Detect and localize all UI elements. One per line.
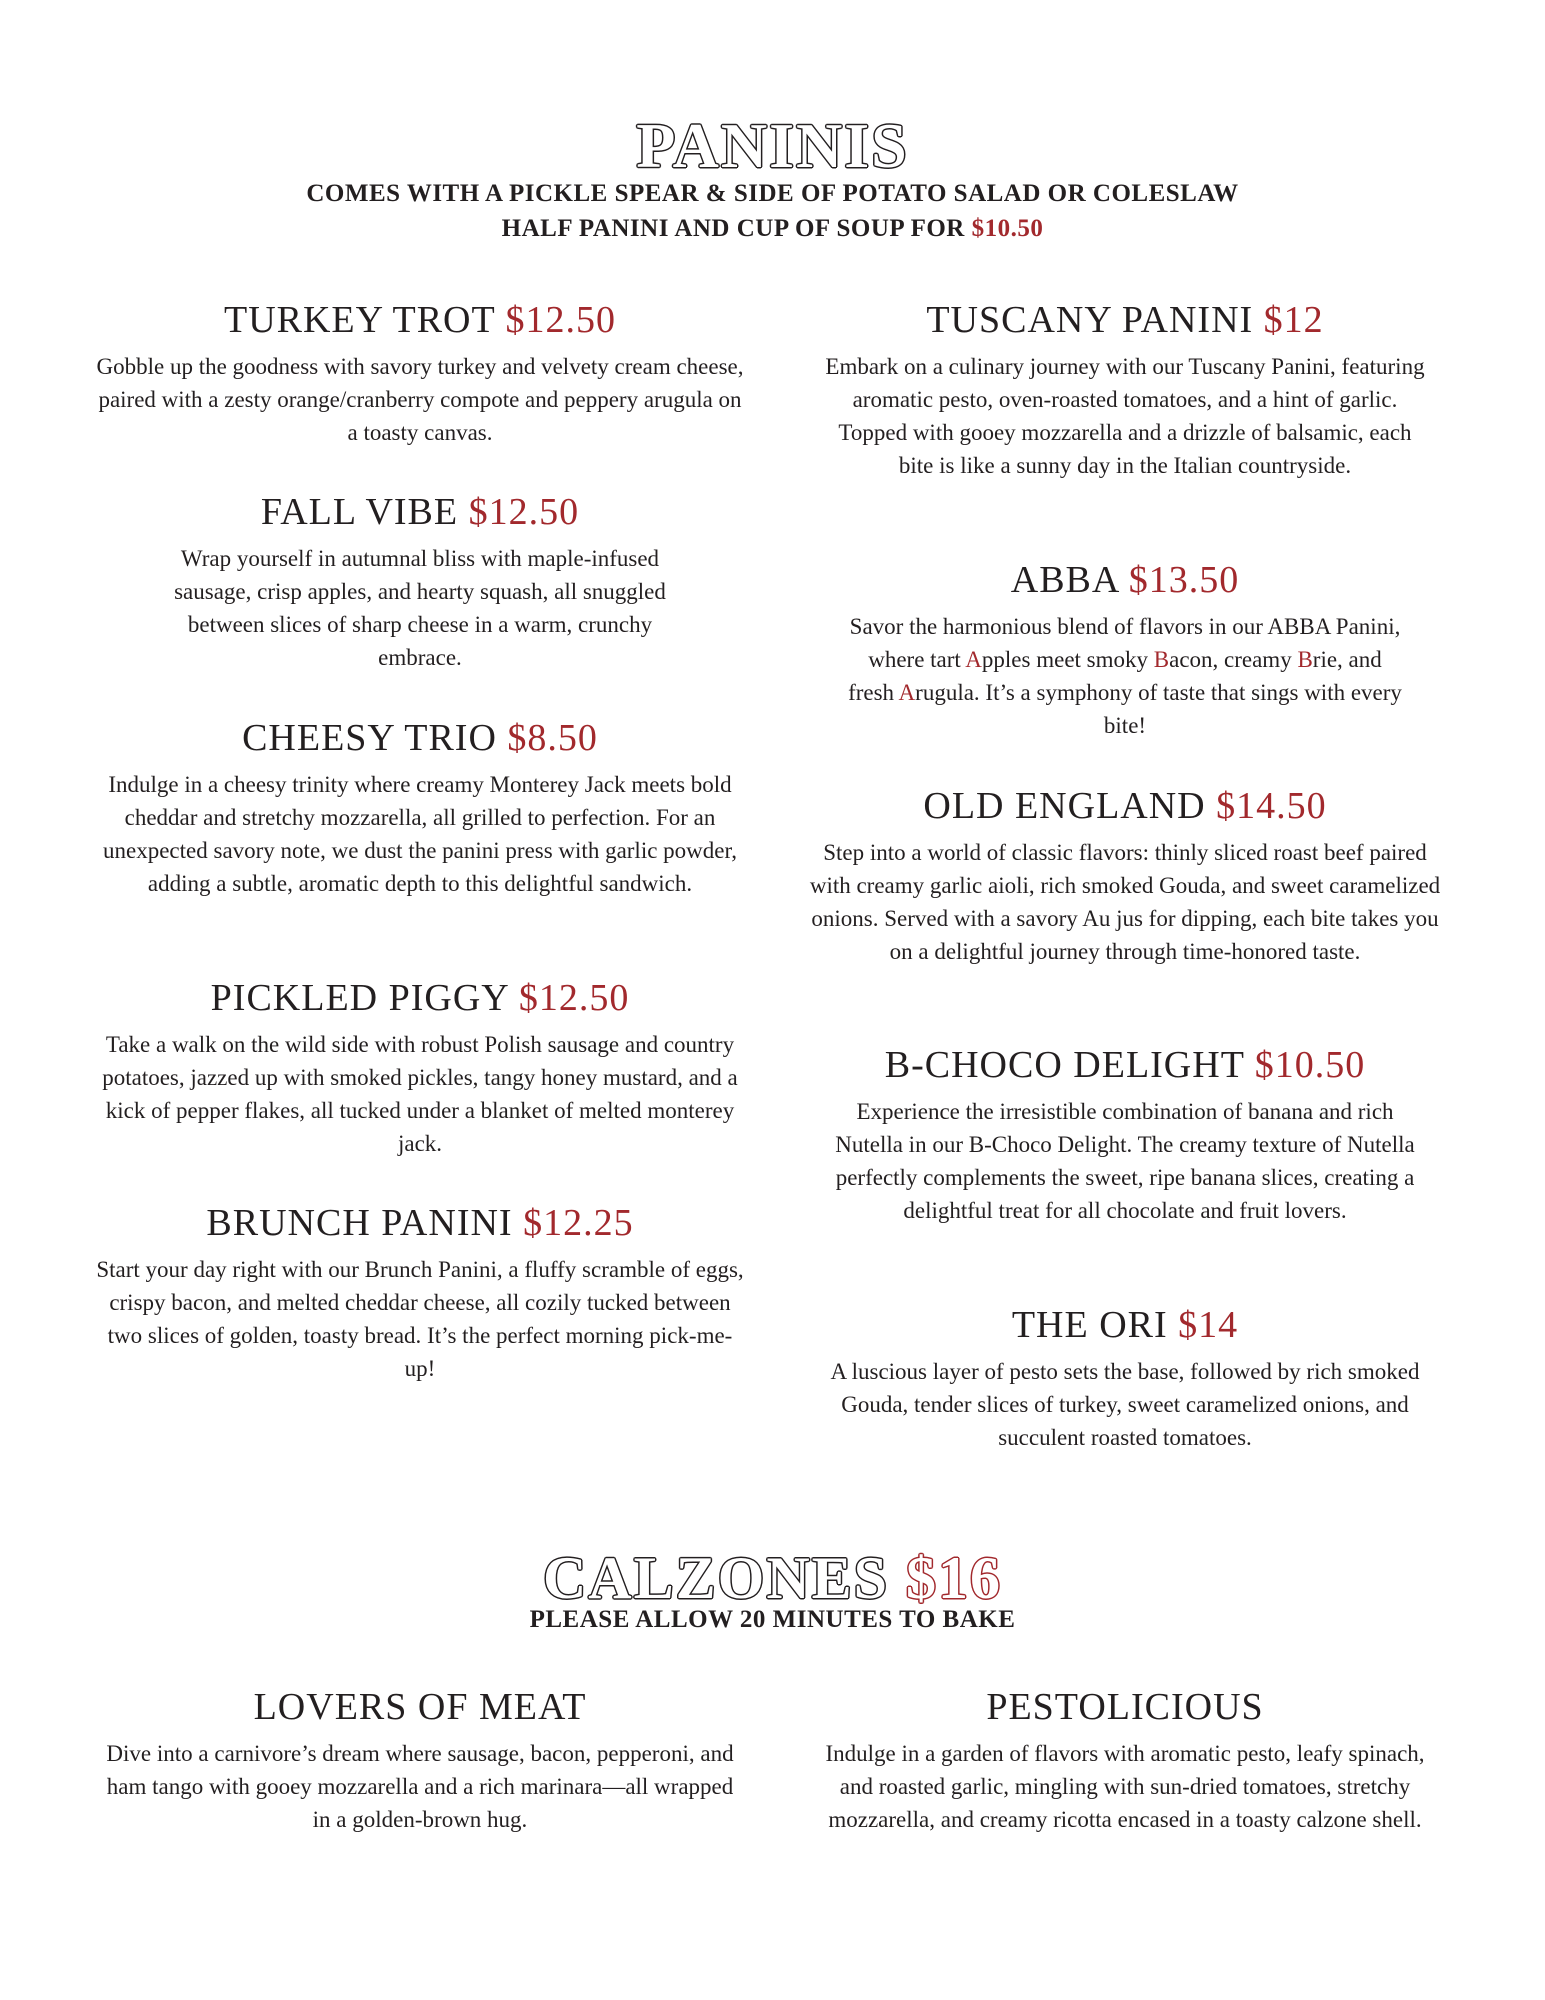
item-price: $12.50 xyxy=(518,977,630,1019)
soup-combo-price: $10.50 xyxy=(971,215,1044,242)
menu-item-cheesy-trio xyxy=(95,716,745,900)
item-title: BRUNCH PANINI $12.25 xyxy=(206,1202,634,1244)
item-price: $12.50 xyxy=(505,299,617,341)
paninis-subtitle-soup: HALF PANINI AND CUP OF SOUP FOR $10.50 xyxy=(501,215,1044,242)
item-price: $14.50 xyxy=(1216,785,1327,827)
menu-item-turkey-trot xyxy=(95,298,745,449)
item-title: TURKEY TROT $12.50 xyxy=(223,299,617,341)
item-title: LOVERS OF MEAT xyxy=(253,1686,587,1728)
item-description: Start your day right with our Brunch Panini, a fluffy scramble of eggs, crispy bacon, and melted cheddar cheese, all cozily tucked between two slices of golden, toasty bread. It’s the perfect morning pick-me-up! xyxy=(96,1257,744,1381)
menu-item-abba xyxy=(845,558,1405,742)
calzones-title: CALZONES $16 xyxy=(542,1545,1003,1611)
item-price: $14 xyxy=(1178,1304,1239,1346)
item-price: $12.25 xyxy=(523,1202,634,1244)
item-description: Indulge in a cheesy trinity where creamy Monterey Jack meets bold cheddar and stretchy mozzarella, all grilled to perfection. For an unexpected savory note, we dust the panini press with garlic powder, adding a subtle, aromatic depth to this delightful sandwich. xyxy=(103,772,737,896)
item-price: $12 xyxy=(1263,299,1324,341)
menu-item-pestolicious xyxy=(815,1685,1435,1836)
item-description: Step into a world of classic flavors: thinly sliced roast beef paired with creamy garlic aioli, rich smoked Gouda, and sweet caramelized onions. Served with a savory Au jus for dipping, each bite takes you on a delightful journey through time-honored taste. xyxy=(809,840,1441,964)
item-title: ABBA $13.50 xyxy=(1010,559,1240,601)
menu-item-fall-vibe xyxy=(150,490,690,674)
item-price: $13.50 xyxy=(1128,559,1240,601)
calzones-price: $16 xyxy=(906,1545,1003,1611)
item-title: PESTOLICIOUS xyxy=(986,1686,1264,1728)
menu-item-brunch-panini xyxy=(95,1201,745,1385)
menu-item-pickled-piggy xyxy=(95,976,745,1160)
item-title: FALL VIBE $12.50 xyxy=(260,491,580,533)
item-description: Gobble up the goodness with savory turkey and velvety cream cheese, paired with a zesty orange/cranberry compote and peppery arugula on a toasty canvas. xyxy=(96,354,744,445)
item-description: Indulge in a garden of flavors with aromatic pesto, leafy spinach, and roasted garlic, mingling with sun-dried tomatoes, stretchy mozzarella, and creamy ricotta encased in a toasty calzone shell. xyxy=(825,1741,1425,1832)
item-price: $10.50 xyxy=(1254,1044,1366,1086)
item-price: $12.50 xyxy=(468,491,580,533)
menu-item-b-choco-delight xyxy=(825,1043,1425,1227)
item-title: OLD ENGLAND $14.50 xyxy=(923,785,1327,827)
item-description: A luscious layer of pesto sets the base, followed by rich smoked Gouda, tender slices of turkey, sweet caramelized onions, and succulent roasted tomatoes. xyxy=(830,1359,1420,1450)
item-description: Experience the irresistible combination of banana and rich Nutella in our B-Choco Delight. The creamy texture of Nutella perfectly complements the sweet, ripe banana slices, creating a delightful treat for all chocolate and fruit lovers. xyxy=(835,1099,1415,1223)
calzones-subtitle: PLEASE ALLOW 20 MINUTES TO BAKE xyxy=(529,1606,1016,1633)
item-title: B-CHOCO DELIGHT $10.50 xyxy=(884,1044,1366,1086)
menu-item-lovers-of-meat xyxy=(100,1685,740,1836)
item-description: Embark on a culinary journey with our Tuscany Panini, featuring aromatic pesto, oven-roasted tomatoes, and a hint of garlic. Topped with gooey mozzarella and a drizzle of balsamic, each bite is like a sunny day in the Italian countryside. xyxy=(825,354,1425,478)
menu-item-old-england xyxy=(805,784,1445,968)
menu-item-the-ori xyxy=(805,1303,1445,1454)
item-description: Savor the harmonious blend of flavors in our ABBA Panini, where tart Apples meet smoky Bacon, creamy Brie, and fresh Arugula. It’s a symphony of taste that sings with every bite! xyxy=(848,614,1402,738)
paninis-subtitle-sides: COMES WITH A PICKLE SPEAR & SIDE OF POTATO SALAD OR COLESLAW xyxy=(306,180,1239,207)
paninis-title: PANINIS xyxy=(636,110,909,181)
item-title: PICKLED PIGGY $12.50 xyxy=(210,977,630,1019)
item-price: $8.50 xyxy=(507,717,598,759)
item-title: TUSCANY PANINI $12 xyxy=(926,299,1324,341)
item-title: CHEESY TRIO $8.50 xyxy=(242,717,598,759)
item-description: Dive into a carnivore’s dream where sausage, bacon, pepperoni, and ham tango with gooey mozzarella and a rich marinara—all wrapped in a golden-brown hug. xyxy=(106,1741,734,1832)
menu-item-tuscany-panini xyxy=(825,298,1425,482)
item-description: Take a walk on the wild side with robust Polish sausage and country potatoes, jazzed up with smoked pickles, tangy honey mustard, and a kick of pepper flakes, all tucked under a blanket of melted monterey jack. xyxy=(102,1032,738,1156)
item-description: Wrap yourself in autumnal bliss with maple-infused sausage, crisp apples, and hearty squash, all snuggled between slices of sharp cheese in a warm, crunchy embrace. xyxy=(174,546,666,670)
item-title: THE ORI $14 xyxy=(1011,1304,1239,1346)
